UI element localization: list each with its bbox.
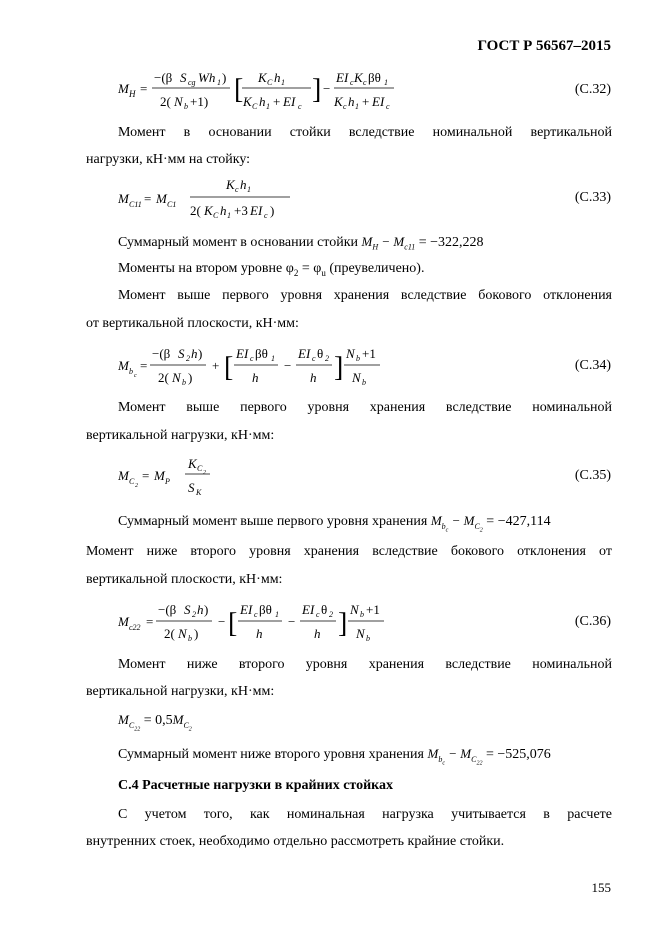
svg-text:c: c: [312, 354, 316, 363]
sum-moment-below-second-text: Суммарный момент ниже второго уровня хранения: [118, 747, 424, 762]
svg-text:C: C: [213, 211, 219, 220]
svg-text:1: 1: [266, 102, 270, 111]
svg-text:S: S: [184, 602, 191, 617]
svg-text:h: h: [259, 94, 266, 109]
svg-text:]: ]: [338, 608, 348, 639]
svg-text:K: K: [188, 456, 197, 471]
svg-text:2(: 2(: [160, 94, 171, 109]
svg-text:N: N: [172, 370, 181, 385]
paragraph-text: Момент ниже второго уровня хранения вследствие номинальной: [118, 657, 612, 672]
svg-text:EI: EI: [283, 94, 296, 109]
svg-text:+1): +1): [190, 94, 209, 109]
svg-text:c: c: [264, 211, 268, 220]
equation-number-c33: (С.33): [574, 190, 611, 205]
svg-text:): ): [204, 602, 209, 617]
svg-text:b: b: [182, 378, 186, 387]
svg-text:M: M: [118, 614, 129, 629]
svg-text:h: h: [191, 346, 198, 361]
svg-text:S: S: [188, 480, 195, 495]
paragraph-text: Момент в основании стойки вследствие номинальной вертикальной: [118, 125, 612, 140]
svg-text:N: N: [174, 94, 183, 109]
svg-text:−: −: [284, 358, 292, 373]
svg-text:2: 2: [203, 470, 206, 476]
svg-text:M: M: [118, 191, 129, 206]
svg-text:c: c: [250, 354, 254, 363]
svg-text:b: b: [184, 102, 188, 111]
svg-text:EI: EI: [236, 346, 249, 361]
svg-text:S: S: [178, 346, 185, 361]
paragraph-text: от вертикальной плоскости, кН·мм:: [86, 316, 299, 331]
svg-text:S: S: [180, 70, 187, 85]
svg-text:=: =: [140, 81, 148, 96]
svg-text:b: b: [356, 354, 360, 363]
moments-second-level-text: Моменты на втором уровне φ: [118, 261, 294, 276]
svg-text:b: b: [129, 367, 133, 376]
equation-number-c32: (С.32): [574, 82, 611, 97]
equation-mc22-lhs: $M_{C_{22}}$: [118, 712, 141, 733]
svg-text:H: H: [129, 89, 136, 99]
svg-text:+3: +3: [234, 203, 248, 218]
svg-text:h: h: [240, 177, 247, 192]
svg-text:1: 1: [271, 354, 275, 363]
equation-c35: [118, 452, 248, 498]
svg-text:M: M: [156, 191, 167, 206]
svg-text:c: c: [350, 78, 354, 87]
svg-text:2: 2: [329, 610, 333, 619]
sum-moment-base: [118, 232, 484, 258]
equation-mc22-term: $M_{C_2}$: [172, 712, 192, 733]
svg-text:EI: EI: [336, 70, 349, 85]
paragraph-text: вертикальной нагрузки, кН·мм:: [86, 684, 275, 699]
svg-text:h: h: [256, 626, 263, 641]
svg-text:1: 1: [384, 78, 388, 87]
svg-text:c: c: [316, 610, 320, 619]
sum-moment-above-first-value: = −427,114: [486, 514, 551, 529]
sum-moment-below-second: [118, 744, 551, 773]
moments-second-level-note: (преувеличено).: [329, 261, 425, 276]
svg-text:C11: C11: [129, 200, 142, 209]
svg-text:b: b: [362, 378, 366, 387]
svg-text:h: h: [274, 70, 281, 85]
svg-text:EI: EI: [298, 346, 311, 361]
paragraph-text: нагрузки, кН·мм на стойку:: [86, 152, 251, 167]
svg-text:=: =: [144, 191, 152, 206]
svg-text:): ): [270, 203, 275, 218]
svg-text:M: M: [118, 81, 129, 96]
svg-text:N: N: [178, 626, 187, 641]
svg-text:C: C: [197, 464, 203, 473]
svg-text:+1: +1: [362, 346, 376, 361]
svg-text:C1: C1: [167, 200, 177, 209]
svg-text:c22: c22: [129, 623, 141, 632]
svg-text:EI: EI: [372, 94, 385, 109]
svg-text:h: h: [348, 94, 355, 109]
svg-text:b: b: [360, 610, 364, 619]
svg-text:b: b: [366, 634, 370, 643]
svg-text:C: C: [252, 102, 258, 111]
sum-moment-base-formula: $M_H - M_{c11}$: [361, 234, 416, 252]
svg-text:C: C: [267, 78, 273, 87]
svg-text:EI: EI: [250, 203, 263, 218]
svg-text:βθ: βθ: [259, 602, 272, 617]
svg-text:c: c: [363, 78, 367, 87]
svg-text:K: K: [226, 177, 235, 192]
svg-text:+: +: [212, 358, 220, 373]
svg-text:N: N: [350, 602, 359, 617]
svg-text:h: h: [220, 203, 227, 218]
svg-text:M: M: [118, 358, 129, 373]
equation-number-c35: (С.35): [574, 468, 611, 483]
svg-text:c: c: [254, 610, 258, 619]
svg-text:θ: θ: [321, 602, 328, 617]
equation-c32: [118, 62, 408, 114]
svg-text:−: −: [288, 614, 296, 629]
svg-text:]: ]: [334, 352, 344, 383]
svg-text:c: c: [386, 102, 390, 111]
svg-text:N: N: [356, 626, 365, 641]
svg-text:K: K: [354, 70, 363, 85]
svg-text:cg: cg: [188, 78, 196, 87]
paragraph-text: Момент ниже второго уровня хранения вследствие бокового отклонения от: [86, 544, 612, 559]
svg-text:K: K: [204, 203, 213, 218]
svg-text:1: 1: [227, 211, 231, 220]
svg-text:−(β: −(β: [152, 346, 171, 361]
svg-text:βθ: βθ: [255, 346, 268, 361]
svg-text:[: [: [228, 608, 238, 639]
svg-text:2: 2: [325, 354, 329, 363]
svg-text:−(β: −(β: [154, 70, 173, 85]
svg-text:K: K: [334, 94, 343, 109]
svg-text:M: M: [118, 468, 129, 483]
svg-text:c: c: [134, 373, 137, 379]
svg-text:K: K: [258, 70, 267, 85]
svg-text:K: K: [243, 94, 252, 109]
svg-text:[: [: [234, 74, 244, 105]
paragraph-text: вертикальной нагрузки, кН·мм:: [86, 428, 275, 443]
svg-text:2: 2: [192, 610, 196, 619]
equation-number-c34: (С.34): [574, 358, 611, 373]
svg-text:1: 1: [281, 78, 285, 87]
svg-text:1: 1: [217, 78, 221, 87]
equation-c33: [118, 176, 318, 222]
svg-text:+: +: [273, 94, 281, 109]
svg-text:h: h: [197, 602, 204, 617]
svg-text:βθ: βθ: [368, 70, 381, 85]
svg-text:h: h: [314, 626, 321, 641]
svg-text:2: 2: [186, 354, 190, 363]
equation-c36: [118, 596, 398, 646]
svg-text:θ: θ: [317, 346, 324, 361]
section-heading: С.4 Расчетные нагрузки в крайних стойках: [118, 778, 394, 793]
svg-text:2(: 2(: [190, 203, 201, 218]
svg-text:C: C: [129, 477, 135, 486]
svg-text:Wh: Wh: [198, 70, 216, 85]
sum-moment-base-text: Суммарный момент в основании стойки: [118, 235, 359, 250]
document-standard-header: ГОСТ Р 56567–2015: [477, 38, 611, 54]
svg-text:P: P: [165, 477, 170, 486]
paragraph-text: С учетом того, как номинальная нагрузка учитывается в расчете: [118, 807, 612, 822]
svg-text:h: h: [252, 370, 259, 385]
moments-second-level: Моменты на втором уровне $\varphi_2 = \varphi_u$ (преувеличено).: [118, 261, 425, 278]
sum-moment-above-first-text: Суммарный момент выше первого уровня хранения: [118, 514, 428, 529]
svg-text:+1: +1: [366, 602, 380, 617]
svg-text:N: N: [352, 370, 361, 385]
svg-text:−(β: −(β: [158, 602, 177, 617]
svg-text:K: K: [196, 488, 202, 497]
svg-text:2(: 2(: [158, 370, 169, 385]
svg-text:−: −: [218, 614, 226, 629]
svg-text:): ): [222, 70, 227, 85]
svg-text:N: N: [346, 346, 355, 361]
paragraph-text: внутренних стоек, необходимо отдельно рассмотреть крайние стойки.: [86, 834, 505, 849]
svg-text:): ): [188, 370, 193, 385]
svg-text:c: c: [235, 185, 239, 194]
sum-moment-below-second-value: = −525,076: [485, 747, 551, 762]
svg-text:−: −: [323, 81, 331, 96]
svg-text:[: [: [224, 352, 234, 383]
svg-text:=: =: [140, 358, 148, 373]
svg-text:EI: EI: [240, 602, 253, 617]
svg-text:2(: 2(: [164, 626, 175, 641]
page-number: 155: [591, 880, 611, 895]
svg-text:M: M: [154, 468, 165, 483]
svg-text:): ): [194, 626, 199, 641]
svg-text:c: c: [298, 102, 302, 111]
svg-text:b: b: [188, 634, 192, 643]
svg-text:2: 2: [135, 483, 138, 489]
sum-moment-above-first: [118, 511, 551, 540]
equation-mc22-rhs: = 0,5: [143, 713, 173, 728]
equation-c34: [118, 340, 398, 390]
paragraph-text: вертикальной плоскости, кН·мм:: [86, 572, 283, 587]
svg-text:=: =: [142, 468, 150, 483]
sum-moment-below-second-formula: $M_{b_c} - M_{C_{22}}$: [427, 746, 483, 767]
svg-text:): ): [198, 346, 203, 361]
svg-text:h: h: [310, 370, 317, 385]
svg-text:=: =: [146, 614, 154, 629]
equation-mc22: [118, 710, 192, 739]
svg-text:1: 1: [275, 610, 279, 619]
equation-number-c36: (С.36): [574, 614, 611, 629]
svg-text:EI: EI: [302, 602, 315, 617]
svg-text:1: 1: [247, 185, 251, 194]
svg-text:c: c: [343, 102, 347, 111]
svg-text:]: ]: [312, 74, 322, 105]
sum-moment-base-value: = −322,228: [418, 235, 484, 250]
svg-text:+: +: [362, 94, 370, 109]
svg-text:1: 1: [355, 102, 359, 111]
sum-moment-above-first-formula: $M_{b_c} - M_{C_2}$: [430, 513, 483, 534]
paragraph-text: Момент выше первого уровня хранения вследствие номинальной: [118, 400, 612, 415]
paragraph-text: Момент выше первого уровня хранения вследствие бокового отклонения: [118, 288, 612, 303]
